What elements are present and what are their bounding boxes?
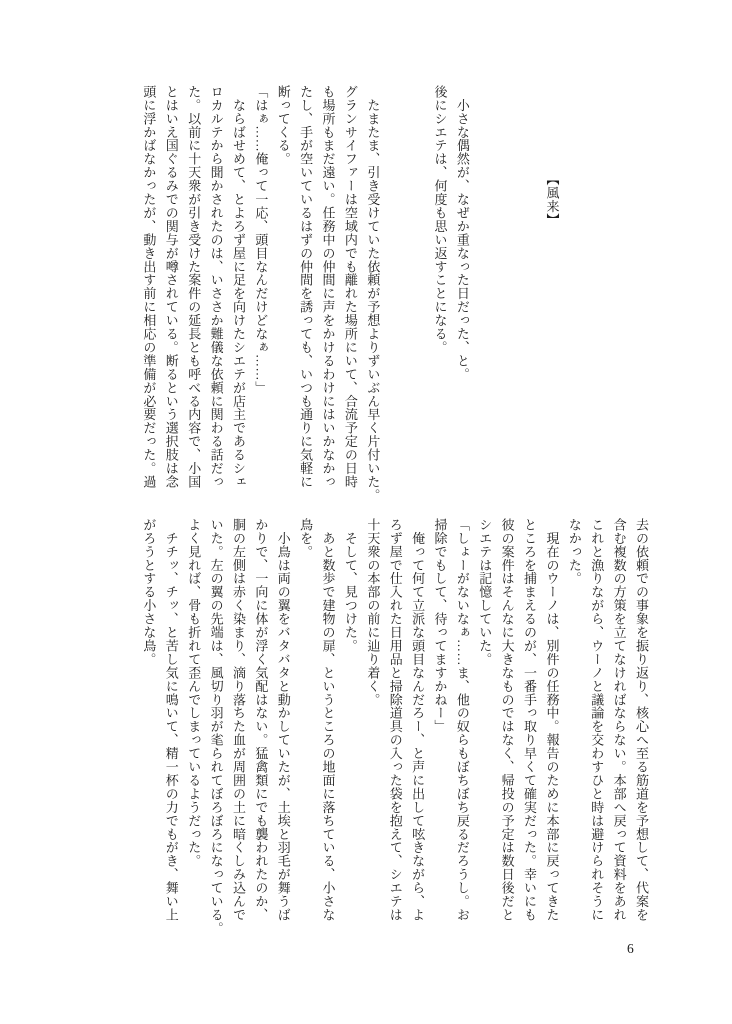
blank-line	[473, 85, 495, 491]
text-line: グランサイファーは空域内でも離れた場所にいて、合流予定の日時	[342, 85, 358, 489]
text-line: あと数歩で建物の扉、というところの地面に落ちている、小さな	[320, 518, 336, 922]
text-line: 鳥を。	[298, 518, 314, 559]
blank-line	[406, 85, 428, 491]
text-line: いた。左の翼の先端は、風切り羽が毟られてぼろぼろになっている。	[208, 518, 224, 935]
text-line: たまたま、引き受けていた依頼が予想よりずいぶん早く片付いた。	[365, 85, 381, 502]
text-line: 俺って何て立派な頭目なんだろー、と声に出して呟きながら、よ	[410, 518, 426, 922]
blank-line	[607, 85, 629, 491]
blank-line	[562, 85, 584, 491]
text-line: ロカルテから聞かされたのは、いささか難儀な依頼に関わる話だっ	[208, 85, 224, 489]
text-line: これと漁りながら、ウーノと議論を交わすひと時は避けられそうに	[589, 518, 605, 922]
text-line: そして、見つけた。	[342, 518, 358, 653]
text-line: たし、手が空いているはずの仲間を誘っても、いつも通りに気軽に	[298, 85, 314, 489]
lower-text-block	[137, 518, 652, 935]
text-line: 彼の案件はそんなに大きなものではなく、帰投の予定は数日後だと	[499, 518, 515, 922]
text-line: 「しょーがないなぁ……ま、他の奴らもぼちぼち戻るだろうし。お	[454, 518, 470, 922]
blank-line	[630, 85, 652, 491]
blank-line	[585, 85, 607, 491]
text-line: 後にシエテは、何度も思い返すことになる。	[432, 85, 448, 354]
text-line: 含む複数の方策を立てなければならない。本部へ戻って資料をあれ	[611, 518, 627, 922]
text-line: 掃除でもして、待ってますかねー」	[432, 518, 448, 734]
text-line: 断ってくる。	[275, 85, 291, 166]
text-line: も場所もまだ遠い。任務中の仲間に声をかけるわけにはいかなかっ	[320, 85, 336, 489]
text-line: よく見れば、骨も折れて歪んでしまっているようだった。	[186, 518, 202, 868]
text-line: 小さな偶然が、なぜか重なった日だった、と。	[454, 85, 470, 381]
text-line: がろうとする小さな鳥。	[141, 518, 157, 666]
text-line: 現在のウーノは、別件の任務中。報告のために本部に戻ってきた	[544, 518, 560, 922]
blank-line	[383, 85, 405, 491]
upper-text-block	[137, 85, 652, 502]
text-line: チチッ、チッ、と苦し気に鳴いて、精一杯の力でもがき、舞い上	[163, 518, 179, 922]
text-line: 胴の左側は赤く染まり、滴り落ちた血が周囲の土に暗くしみ込んで	[230, 518, 246, 922]
text-line: 十天衆の本部の前に辿り着く。	[365, 518, 381, 707]
text-line: た。以前に十天衆が引き受けた案件の延長とも呼べる内容で、小国	[186, 85, 202, 489]
blank-line	[495, 85, 517, 491]
text-line: かりで、一向に体が浮く気配はない。猛禽類にでも襲われたのか、	[253, 518, 269, 922]
chapter-title: 【風来】	[544, 85, 560, 227]
text-line: シエテは記憶していた。	[477, 518, 493, 666]
page-number: 6	[627, 941, 634, 956]
text-line: 「はぁ……俺って一応、頭目なんだけどなぁ……」	[253, 85, 269, 395]
text-line: ところを捕まえるのが、一番手っ取り早くて確実だった。幸いにも	[522, 518, 538, 922]
text-line: ろず屋で仕入れた日用品と掃除道具の入った袋を抱えて、シエテは	[387, 518, 403, 922]
text-line: とはいえ国ぐるみでの関与が噂されている。断るという選択肢は念	[163, 85, 179, 489]
text-line: 小鳥は両の翼をバタバタと動かしていたが、土埃と羽毛が舞うば	[275, 518, 291, 922]
text-line: ならばせめて、とよろず屋に足を向けたシエテが店主であるシェ	[230, 85, 246, 489]
text-line: 頭に浮かばなかったが、動き出す前に相応の準備が必要だった。過	[141, 85, 157, 489]
text-line: 去の依頼での事象を振り返り、核心へ至る筋道を予想して、代案を	[634, 518, 649, 922]
text-line: なかった。	[566, 518, 582, 586]
blank-line	[518, 85, 540, 491]
